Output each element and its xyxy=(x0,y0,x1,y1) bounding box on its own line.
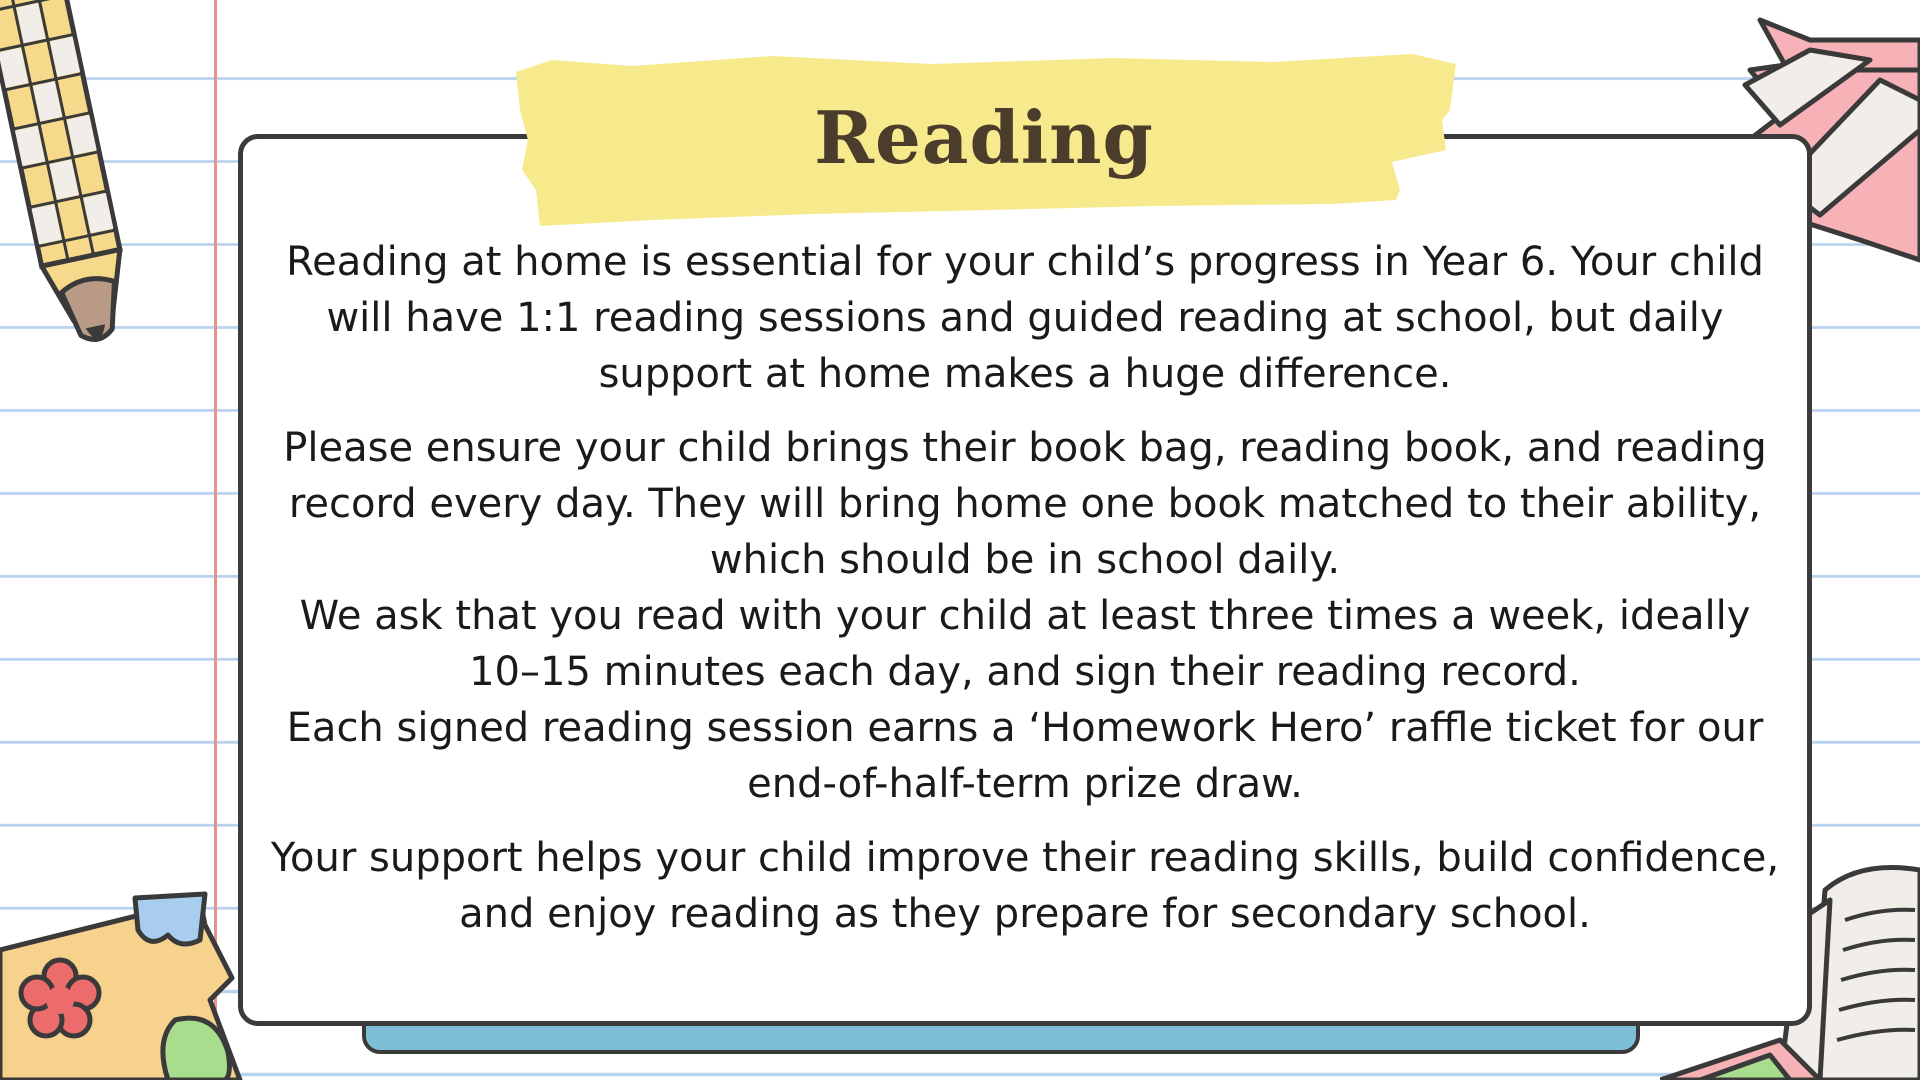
paragraph-intro: Reading at home is essential for your child’s progress in Year 6. Your child will have 1:1 reading sessions and guided reading at school, but daily support at home makes a huge difference. xyxy=(286,239,1764,397)
paragraph-book-bag: Please ensure your child brings their book bag, reading book, and reading record every day. They will bring home one book matched to their ability, which should be in school daily. xyxy=(283,425,1767,583)
body-text xyxy=(268,234,1782,942)
paragraph-support: Your support helps your child improve their reading skills, build confidence, and enjoy reading as they prepare for secondary school. xyxy=(270,835,1780,937)
paper-scrap-icon xyxy=(0,880,260,1080)
paragraph-raffle: Each signed reading session earns a ‘Homework Hero’ raffle ticket for our end-of-half-term prize draw. xyxy=(286,705,1764,807)
pencil-icon xyxy=(0,0,140,370)
page-title: Reading xyxy=(814,95,1154,180)
paragraph-read-at-home: We ask that you read with your child at least three times a week, ideally 10–15 minutes each day, and sign their reading record. xyxy=(299,593,1751,695)
